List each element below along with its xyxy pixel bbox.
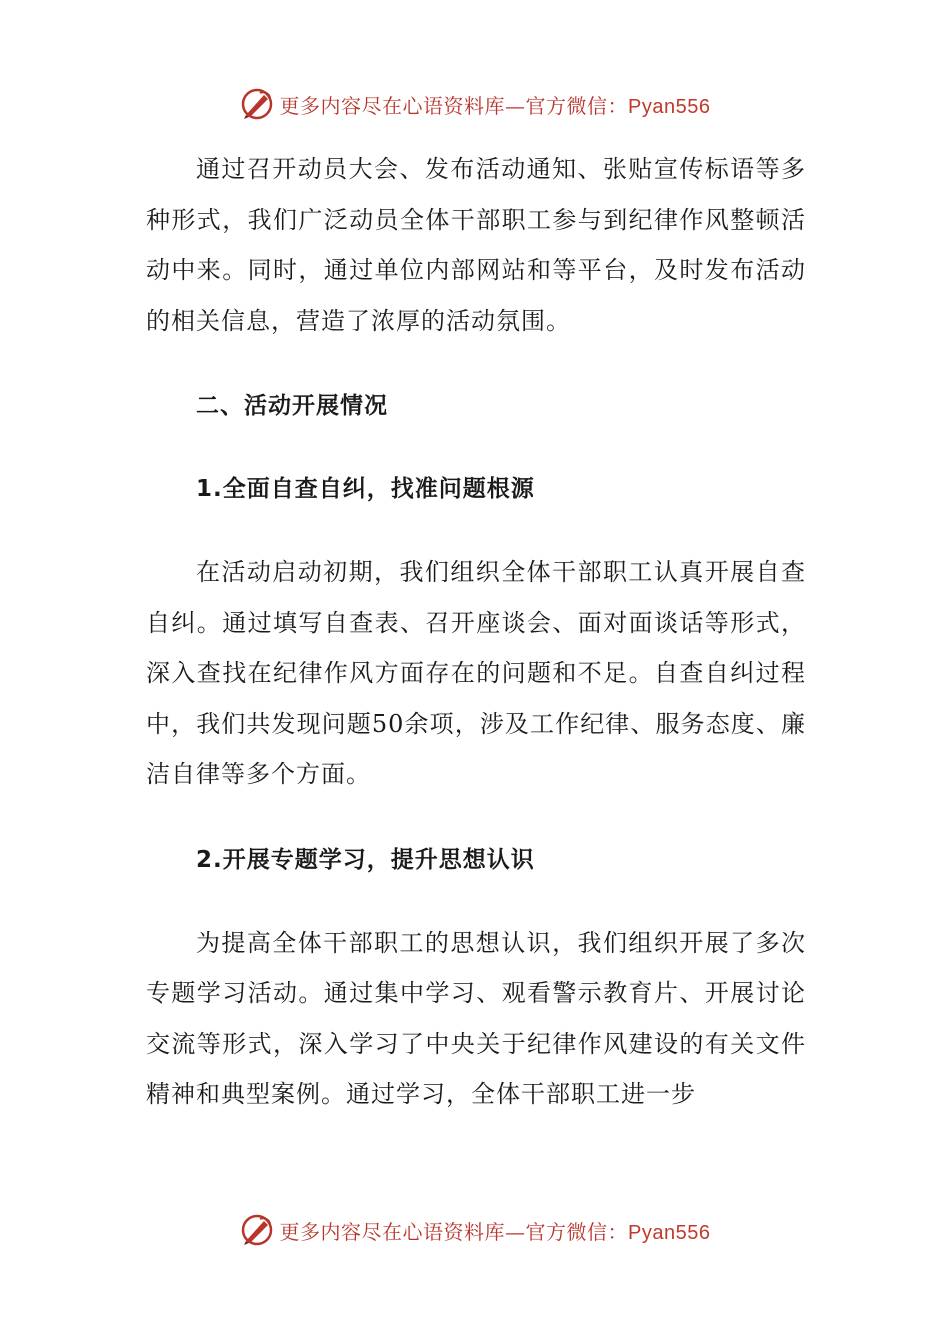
pen-logo-icon [240,87,274,121]
banner-text: 更多内容尽在心语资料库—官方微信：Pyan556 [279,1219,711,1244]
document-body [146,144,806,1120]
banner-text: 更多内容尽在心语资料库—官方微信：Pyan556 [279,93,711,118]
wechat-id: Pyan556 [628,95,711,118]
intro-paragraph: 通过召开动员大会、发布活动通知、张贴宣传标语等多种形式，我们广泛动员全体干部职工参与到纪律作风整顿活动中来。同时，通过单位内部网站和等平台，及时发布活动的相关信息，营造了浓厚的活动氛围。 [146,155,806,335]
subsection-heading-1: 1.全面自查自纠，找准问题根源 [196,476,535,502]
footer-banner [0,1206,950,1254]
subsection-body-1: 在活动启动初期，我们组织全体干部职工认真开展自查自纠。通过填写自查表、召开座谈会、面对面谈话等形式，深入查找在纪律作风方面存在的问题和不足。自查自纠过程中，我们共发现问题50余项，涉及工作纪律、服务态度、廉洁自律等多个方面。 [146,558,806,788]
subsection-heading-2: 2.开展专题学习，提升思想认识 [196,846,535,873]
subsection-body-2: 为提高全体干部职工的思想认识，我们组织开展了多次专题学习活动。通过集中学习、观看警示教育片、开展讨论交流等形式，深入学习了中央关于纪律作风建设的有关文件精神和典型案例。通过学习，全体干部职工进一步 [146,928,806,1108]
pen-logo-icon [240,1213,274,1247]
wechat-id: Pyan556 [628,1221,711,1244]
header-banner [0,80,950,128]
section-heading: 二、活动开展情况 [196,393,388,419]
